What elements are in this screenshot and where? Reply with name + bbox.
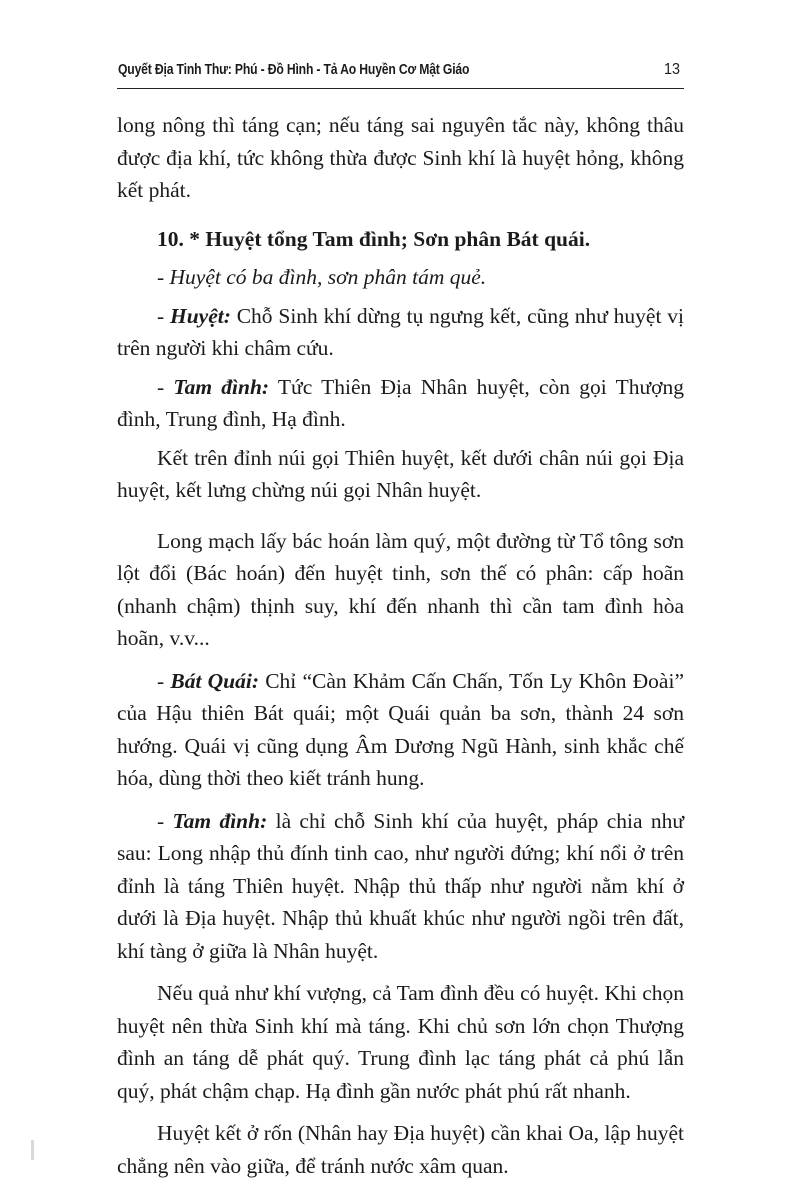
paragraph-huyet-ket: Huyệt kết ở rốn (Nhân hay Địa huyệt) cần khai Oa, lập huyệt chẳng nên vào giữa, để tránh nước xâm quan. xyxy=(117,1121,684,1178)
paragraph-huyet xyxy=(117,300,684,365)
paragraph-khi-vuong: Nếu quả như khí vượng, cả Tam đình đều có huyệt. Khi chọn huyệt nên thừa Sinh khí mà táng. Khi chủ sơn lớn chọn Thượng đình an táng dễ phát quý. Trung đình lạc táng phát cả phú lẫn quý, phát chậm chạp. Hạ đình gần nước phát phú rất nhanh. xyxy=(117,981,684,1103)
running-header: Quyết Địa Tinh Thư: Phú - Đồ Hình - Tả Ao Huyền Cơ Mật Giáo xyxy=(118,62,470,78)
paragraph-tam-dinh-2 xyxy=(117,805,684,968)
section-heading: 10. * Huyệt tổng Tam đình; Sơn phân Bát quái. xyxy=(157,226,591,251)
paragraph-long-mach: Long mạch lấy bác hoán làm quý, một đường từ Tổ tông sơn lột đổi (Bác hoán) đến huyệt tinh, sơn thế có phân: cấp hoãn (nhanh chậm) thịnh suy, khí đến nhanh thì cần tam đình hòa hoãn, v.v... xyxy=(117,528,684,650)
definition-bat-quai: Chỉ “Càn Khảm Cấn Chấn, Tốn Ly Khôn Đoài” của Hậu thiên Bát quái; một Quái quản ba sơn, thành 24 sơn hướng. Quái vị cũng dụng Âm Dương Ngũ Hành, sinh khắc chế hóa, dùng thời theo kiết tránh hung. xyxy=(117,668,684,790)
term-bat-quai: Bát Quái: xyxy=(170,668,259,693)
page-number: 13 xyxy=(664,61,681,78)
bullet-dash: - xyxy=(157,303,170,328)
paragraph-bat-quai xyxy=(117,665,684,795)
definition-huyet: Chỗ Sinh khí dừng tụ ngưng kết, cũng như huyệt vị trên người khi châm cứu. xyxy=(117,303,684,360)
bullet-dash: - xyxy=(157,808,173,833)
page-edge-mark xyxy=(31,1140,34,1160)
page-content xyxy=(117,109,684,1182)
term-tam-dinh: Tam đình: xyxy=(173,374,270,399)
paragraph-ket: Kết trên đỉnh núi gọi Thiên huyệt, kết dưới chân núi gọi Địa huyệt, kết lưng chừng núi gọi Nhân huyệt. xyxy=(117,445,684,502)
term-huyet: Huyệt: xyxy=(169,303,231,328)
bullet-dash: - xyxy=(157,668,171,693)
bullet-dash: - xyxy=(157,374,174,399)
definition-tam-dinh-2: là chỉ chỗ Sinh khí của huyệt, pháp chia như sau: Long nhập thủ đính tinh cao, như người đứng; khí nổi ở trên đỉnh là táng Thiên huyệt. Nhập thủ thấp như người nằm khí ở dưới là Địa huyệt. Nhập thủ khuất khúc như người ngồi trên đất, khí tàng ở giữa là Nhân huyệt. xyxy=(117,808,684,963)
paragraph-continued: long nông thì táng cạn; nếu táng sai nguyên tắc này, không thâu được địa khí, tức không thừa được Sinh khí là huyệt hỏng, không kết phát. xyxy=(117,113,684,202)
paragraph-tam-dinh xyxy=(117,371,684,436)
section-subtitle: - Huyệt có ba đình, sơn phân tám quẻ. xyxy=(157,265,487,289)
term-tam-dinh-2: Tam đình: xyxy=(172,808,268,833)
header-rule xyxy=(117,88,684,89)
definition-tam-dinh: Tức Thiên Địa Nhân huyệt, còn gọi Thượng đình, Trung đình, Hạ đình. xyxy=(117,374,684,431)
